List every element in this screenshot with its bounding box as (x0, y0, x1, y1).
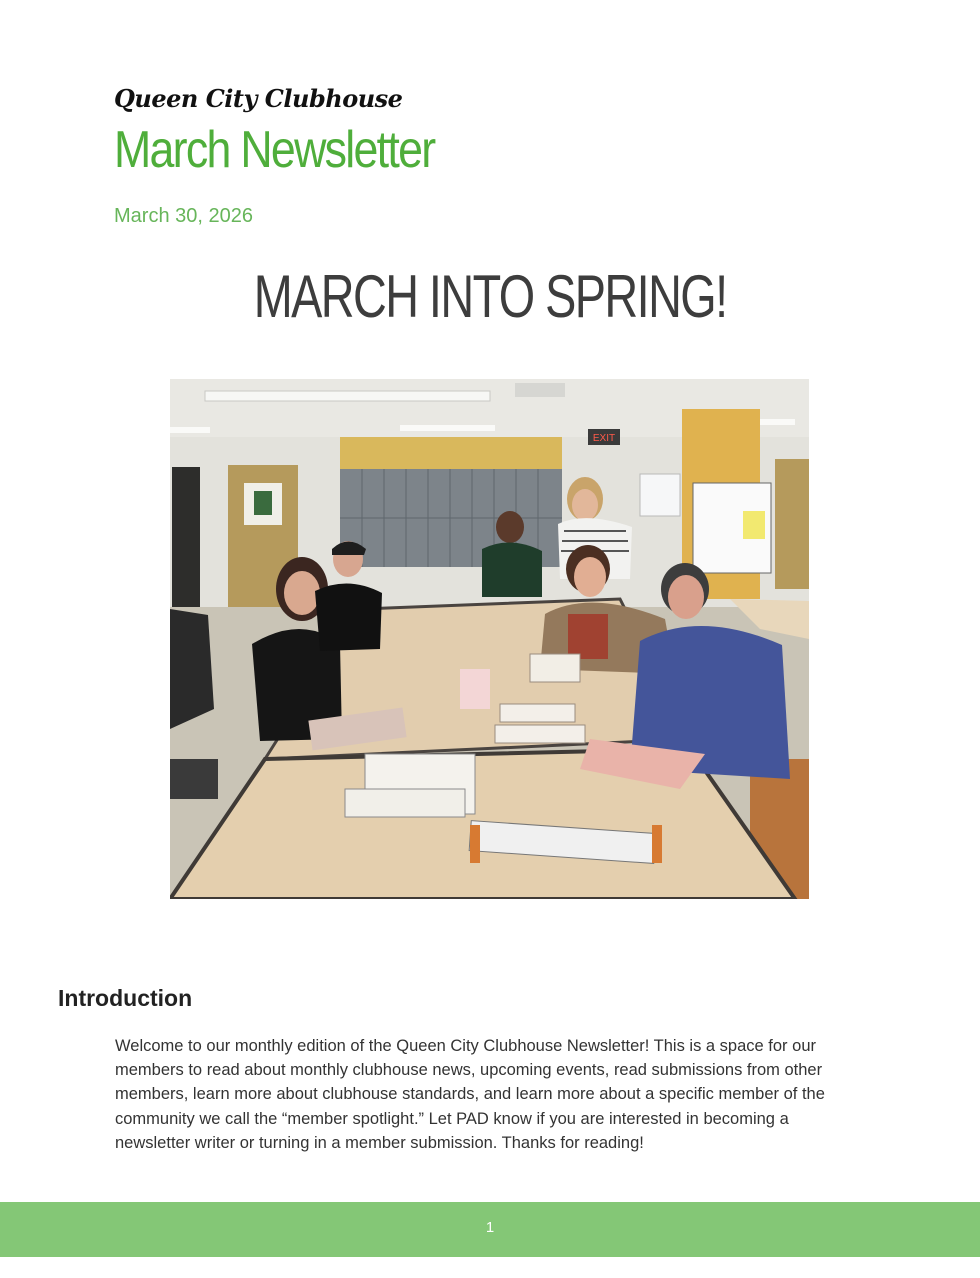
newsletter-date: March 30, 2026 (114, 205, 253, 227)
headline (0, 262, 980, 331)
organization-name: Queen City Clubhouse (114, 84, 403, 113)
introduction-body: Welcome to our monthly edition of the Queen City Clubhouse Newsletter! This is a space for our members to read about monthly clubhouse news, upcoming events, read submissions from other members, learn more about clubhouse standards, and learn more about a specific member of the community we call the “member spotlight.” Let PAD know if you are interested in becoming a newsletter writer or turning in a member submission. Thanks for reading! (115, 1037, 825, 1152)
introduction-heading: Introduction (58, 985, 193, 1011)
newsletter-title: March Newsletter (114, 121, 435, 179)
exit-sign-text: EXIT (592, 433, 616, 444)
headline-text: MARCH INTO SPRING! (253, 263, 727, 330)
page-number: 1 (485, 1219, 495, 1236)
group-photo (170, 379, 809, 899)
